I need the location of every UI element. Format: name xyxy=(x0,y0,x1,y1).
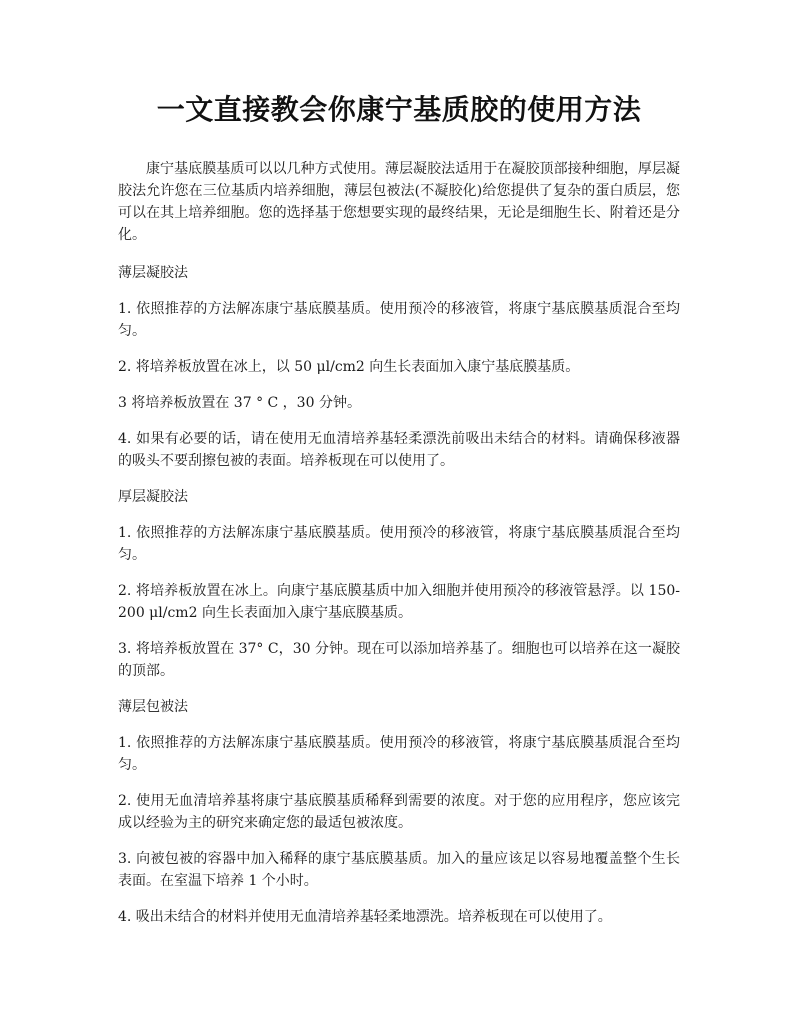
section-thin-coating xyxy=(118,696,680,928)
step-paragraph: 1. 依照推荐的方法解冻康宁基底膜基质。使用预冷的移液管，将康宁基底膜基质混合至均匀。 xyxy=(118,301,680,339)
step-paragraph: 1. 依照推荐的方法解冻康宁基底膜基质。使用预冷的移液管，将康宁基底膜基质混合至均匀。 xyxy=(118,525,680,563)
step-paragraph: 1. 依照推荐的方法解冻康宁基底膜基质。使用预冷的移液管，将康宁基底膜基质混合至均匀。 xyxy=(118,735,680,773)
section-heading: 薄层凝胶法 xyxy=(118,265,188,281)
document-title: 一文直接教会你康宁基质胶的使用方法 xyxy=(156,93,642,126)
step-paragraph: 4. 吸出未结合的材料并使用无血清培养基轻柔地漂洗。培养板现在可以使用了。 xyxy=(118,909,612,925)
intro-paragraph: 康宁基底膜基质可以以几种方式使用。薄层凝胶法适用于在凝胶顶部接种细胞，厚层凝胶法允许您在三位基质内培养细胞，薄层包被法(不凝胶化)给您提供了复杂的蛋白质层，您可以在其上培养细胞。您的选择基于您想要实现的最终结果，无论是细胞生长、附着还是分化。 xyxy=(118,161,680,243)
section-thin-gel xyxy=(118,262,680,472)
step-paragraph: 2. 将培养板放置在冰上。向康宁基底膜基质中加入细胞并使用预冷的移液管悬浮。以 150-200 μl/cm2 向生长表面加入康宁基底膜基质。 xyxy=(118,583,680,621)
step-paragraph: 4. 如果有必要的话，请在使用无血清培养基轻柔漂洗前吸出未结合的材料。请确保移液器的吸头不要刮擦包被的表面。培养板现在可以使用了。 xyxy=(118,431,680,469)
section-thick-gel xyxy=(118,486,680,682)
step-paragraph: 3 将培养板放置在 37 ° C ，30 分钟。 xyxy=(118,395,361,411)
section-heading: 薄层包被法 xyxy=(118,699,188,715)
step-paragraph: 2. 将培养板放置在冰上，以 50 μl/cm2 向生长表面加入康宁基底膜基质。 xyxy=(118,359,580,375)
section-heading: 厚层凝胶法 xyxy=(118,489,188,505)
step-paragraph: 2. 使用无血清培养基将康宁基底膜基质稀释到需要的浓度。对于您的应用程序，您应该完成以经验为主的研究来确定您的最适包被浓度。 xyxy=(118,793,680,831)
step-paragraph: 3. 向被包被的容器中加入稀释的康宁基底膜基质。加入的量应该足以容易地覆盖整个生长表面。在室温下培养 1 个小时。 xyxy=(118,851,680,889)
step-paragraph: 3. 将培养板放置在 37° C，30 分钟。现在可以添加培养基了。细胞也可以培养在这一凝胶的顶部。 xyxy=(118,641,680,679)
